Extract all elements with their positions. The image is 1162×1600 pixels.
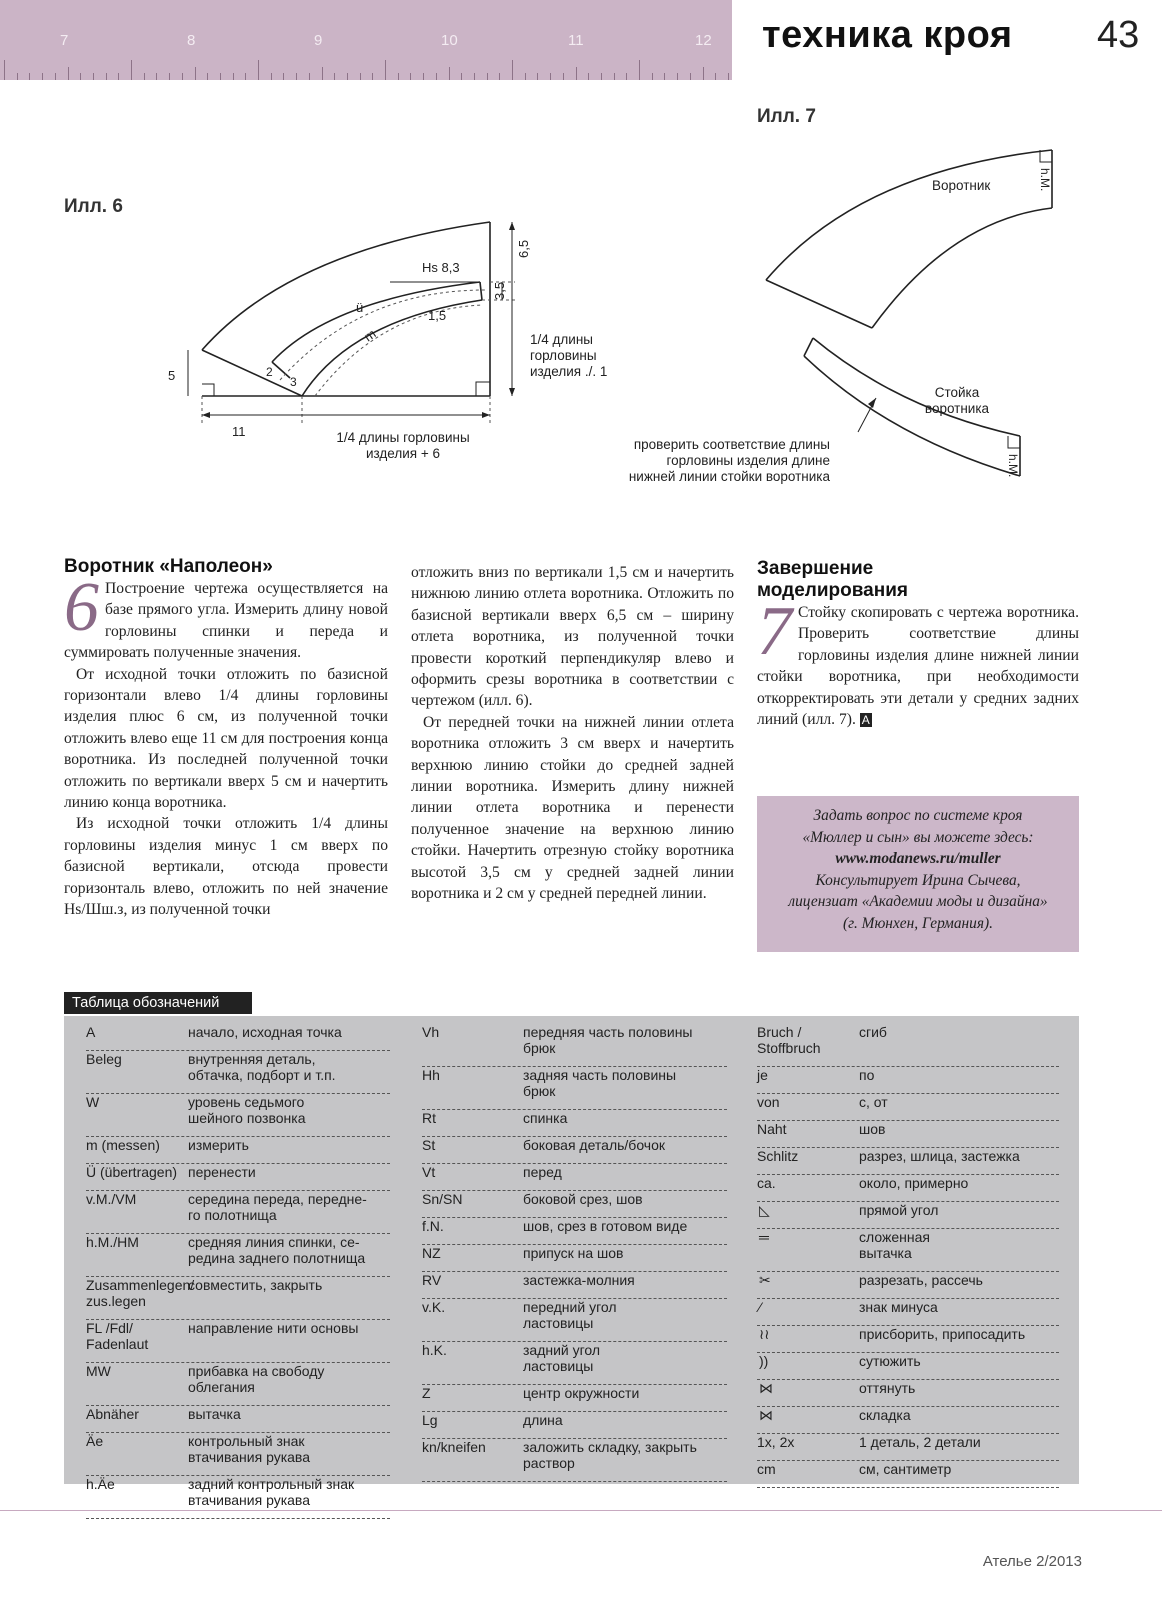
- legend-row: [757, 1461, 1059, 1488]
- legend-row: [757, 1407, 1059, 1434]
- legend-key: FL /Fdl/ Fadenlaut: [86, 1320, 149, 1352]
- legend-value: присборить, припосадить: [859, 1326, 1026, 1342]
- legend-value: спинка: [523, 1110, 568, 1126]
- legend-row: [86, 1320, 390, 1363]
- ruler-tick: [512, 60, 513, 80]
- ruler-tick: [563, 73, 564, 80]
- minus-sign-icon: ⁄: [759, 1299, 762, 1315]
- legend-key: v.M./VM: [86, 1191, 137, 1207]
- legend-key: RV: [422, 1272, 442, 1288]
- legend-row: [422, 1245, 727, 1272]
- ruler-tick: [449, 67, 450, 80]
- infobox-line-1: Задать вопрос по системе кроя: [813, 807, 1023, 824]
- ruler-number: 7: [60, 32, 69, 49]
- legend-value: совместить, закрыть: [188, 1277, 323, 1293]
- legend-key: h.M./HM: [86, 1234, 139, 1250]
- legend-row: [757, 1067, 1059, 1094]
- ruler-tick: [398, 73, 399, 80]
- legend-value: средняя линия спинки, се- редина заднего полотнища: [188, 1234, 366, 1266]
- ruler-tick: [347, 73, 348, 80]
- legend-value: сутюжить: [859, 1353, 921, 1369]
- legend-row: [757, 1353, 1059, 1380]
- legend-value: внутренняя деталь, обтачка, подборт и т.п.: [188, 1051, 336, 1083]
- ruler-tick: [322, 67, 323, 80]
- ruler-tick: [487, 73, 488, 80]
- legend-row: [422, 1439, 727, 1482]
- dim-5: 5: [168, 368, 176, 383]
- dim-quarter-minus1: 1/4 длины горловины изделия ./. 1: [530, 332, 608, 379]
- ruler-tick: [715, 73, 716, 80]
- legend-row: [422, 1191, 727, 1218]
- ruler-tick: [614, 73, 615, 80]
- dim-3: 3: [290, 375, 297, 389]
- ruler-tick: [144, 73, 145, 80]
- legend-value: измерить: [188, 1137, 249, 1153]
- ruler-number: 9: [314, 32, 323, 49]
- ill7-stand-label: Стойка воротника: [924, 385, 990, 416]
- legend-key: NZ: [422, 1245, 441, 1261]
- legend-key: Naht: [757, 1121, 787, 1137]
- ruler-tick: [588, 73, 589, 80]
- ruler-tick: [690, 73, 691, 80]
- legend-key: A: [86, 1024, 96, 1040]
- legend-row: [757, 1175, 1059, 1202]
- ruler-tick: [652, 73, 653, 80]
- step-7-text: Стойку скопировать с чертежа воротника. Проверить соответствие длины горловины изделия длине нижней линии стойки воротника, при необходимости откорректировать эти детали у средних задних линий (илл. 7).: [757, 604, 1079, 729]
- legend-row: [422, 1342, 727, 1385]
- legend-value: складка: [859, 1407, 911, 1423]
- infobox-link[interactable]: www.modanews.ru/muller: [835, 850, 1001, 867]
- legend-key: kn/kneifen: [422, 1439, 486, 1455]
- ruler-tick: [423, 73, 424, 80]
- legend-row: [422, 1412, 727, 1439]
- ruler-tick: [42, 73, 43, 80]
- step-7-dropcap: 7: [757, 593, 792, 670]
- infobox-line-3: Консультирует Ирина Сычева,: [815, 871, 1021, 889]
- dim-11: 11: [232, 424, 246, 439]
- finish-heading: Завершение моделирования: [757, 558, 908, 601]
- legend-value: контрольный знак втачивания рукава: [188, 1433, 310, 1465]
- article-column-2: [411, 562, 734, 905]
- infobox-line-4: лицензиат «Академии моды и дизайна»: [788, 893, 1048, 910]
- ruler-number: 11: [568, 32, 584, 49]
- legend-value: с, от: [859, 1094, 888, 1110]
- legend-row: [86, 1137, 390, 1164]
- header-ruler-band: [0, 0, 732, 80]
- legend-value: разрез, шлица, застежка: [859, 1148, 1020, 1164]
- ruler-tick: [664, 73, 665, 80]
- collar-dashed-line-2: [315, 305, 482, 396]
- legend-value: середина переда, передне- го полотнища: [188, 1191, 367, 1223]
- legend-value: боковой срез, шов: [523, 1191, 643, 1207]
- article-column-1: [64, 556, 388, 921]
- legend-title: Таблица обозначений: [64, 992, 252, 1014]
- legend-row: [86, 1191, 390, 1234]
- legend-row: [86, 1024, 390, 1051]
- legend-value: около, примерно: [859, 1175, 969, 1191]
- ruler-tick: [499, 73, 500, 80]
- legend-key: je: [757, 1067, 768, 1083]
- legend-row: [86, 1433, 390, 1476]
- legend-row: [422, 1272, 727, 1299]
- legend-key: 1x, 2x: [757, 1434, 795, 1450]
- legend-row: [86, 1406, 390, 1433]
- legend-value: прибавка на свободу облегания: [188, 1363, 325, 1395]
- legend-value: прямой угол: [859, 1202, 939, 1218]
- legend-row: [422, 1299, 727, 1342]
- ruler-tick: [258, 60, 259, 80]
- dim-hs: Hs 8,3: [422, 260, 460, 275]
- ruler-tick: [639, 60, 640, 80]
- page-number: 43: [1097, 14, 1140, 56]
- collar-dashed-line: [280, 290, 485, 380]
- legend-row: [86, 1476, 390, 1519]
- legend-row: [422, 1164, 727, 1191]
- legend-key: MW: [86, 1363, 111, 1379]
- legend-row: [86, 1164, 390, 1191]
- pleat-icon: ⋈: [759, 1407, 773, 1423]
- ruler-tick: [309, 73, 310, 80]
- legend-key: Schlitz: [757, 1148, 799, 1164]
- ruler-tick: [29, 73, 30, 80]
- legend-value: передний угол ластовицы: [523, 1299, 617, 1331]
- legend-key: St: [422, 1137, 436, 1153]
- ruler-tick: [118, 73, 119, 80]
- legend-row: [422, 1218, 727, 1245]
- ruler-tick: [106, 73, 107, 80]
- ruler-tick: [271, 73, 272, 80]
- ruler-tick: [68, 67, 69, 80]
- legend-value: направление нити основы: [188, 1320, 359, 1336]
- legend-row: [757, 1148, 1059, 1175]
- ruler-tick: [626, 73, 627, 80]
- legend-key: h.K.: [422, 1342, 447, 1358]
- ruler-tick: [283, 73, 284, 80]
- dim-u: ü: [356, 300, 364, 315]
- ruler-tick: [360, 73, 361, 80]
- paragraph-3: Из исходной точки отложить 1/4 длины горловины изделия минус 1 см вверх по базисной вертикали, отсюда провести горизонталь влево, отложить по ней значение Hs/Шш.з, из полученной точки: [64, 815, 388, 919]
- step-6-text: Построение чертежа осуществляется на базе прямого угла. Измерить длину новой горловины спинки и переда и суммировать полученные значения.: [64, 580, 388, 662]
- ill7-collar-label: Воротник: [932, 178, 991, 193]
- ruler-tick: [703, 67, 704, 80]
- ruler-tick: [245, 73, 246, 80]
- legend-value: центр окружности: [523, 1385, 640, 1401]
- section-title: техника кроя: [762, 14, 1013, 56]
- legend-row: [757, 1094, 1059, 1121]
- legend-row: [757, 1272, 1059, 1299]
- collar-stand-upper: [272, 282, 480, 362]
- legend-column-1: [86, 1024, 390, 1519]
- legend-row: [757, 1229, 1059, 1272]
- ruler-tick: [334, 73, 335, 80]
- folded-dart-icon: ═: [759, 1229, 769, 1245]
- bottom-divider: [0, 1510, 1162, 1511]
- legend-key: Rt: [422, 1110, 436, 1126]
- collar-stand-lower: [302, 300, 482, 396]
- legend-row: [422, 1024, 727, 1067]
- legend-column-3: [757, 1024, 1059, 1488]
- legend-value: сложенная вытачка: [859, 1229, 930, 1261]
- legend-value: застежка-молния: [523, 1272, 635, 1288]
- legend-value: заложить складку, закрыть раствор: [523, 1439, 697, 1471]
- legend-key: W: [86, 1094, 100, 1110]
- legend-row: [86, 1094, 390, 1137]
- ruler-number: 12: [695, 32, 712, 49]
- ruler-tick: [195, 67, 196, 80]
- legend-key: Zusammenlegen/ zus.legen: [86, 1277, 195, 1309]
- legend-row: [757, 1121, 1059, 1148]
- ruler-tick: [436, 73, 437, 80]
- legend-value: перенести: [188, 1164, 256, 1180]
- legend-value: начало, исходная точка: [188, 1024, 342, 1040]
- legend-value: боковая деталь/бочок: [523, 1137, 665, 1153]
- legend-value: перед: [523, 1164, 562, 1180]
- cut-icon: ✂: [759, 1272, 771, 1288]
- legend-value: длина: [523, 1412, 563, 1428]
- step-6-dropcap: 6: [64, 569, 99, 646]
- dim-2: 2: [266, 365, 273, 379]
- ruler-tick: [525, 73, 526, 80]
- legend-row: [757, 1326, 1059, 1353]
- infobox-line-2: «Мюллер и сын» вы можете здесь:: [802, 828, 1034, 846]
- legend-key: m (messen): [86, 1137, 160, 1153]
- ill6-label: Илл. 6: [64, 196, 123, 217]
- napoleon-heading: Воротник «Наполеон»: [64, 556, 273, 577]
- legend-key: Vh: [422, 1024, 440, 1040]
- legend-value: см, сантиметр: [859, 1461, 952, 1477]
- ruler-tick: [550, 73, 551, 80]
- ruler-tick: [233, 73, 234, 80]
- paragraph-5: От передней точки на нижней линии отлета воротника отложить 3 см вверх и начертить верхнюю линию стойки до средней задней линии воротника. Измерить длину нижней линии отлета воротника и перенести полученное значение на верхнюю линию стойки. Начертить отрезную стойку воротника высотой 3,5 см у средней задней линии воротника и 2 см у средней передней линии.: [411, 713, 734, 903]
- legend-value: сгиб: [859, 1024, 887, 1040]
- ruler-tick: [4, 60, 5, 80]
- end-mark-icon: А: [861, 713, 870, 728]
- ruler-tick: [410, 73, 411, 80]
- legend-key: Hh: [422, 1067, 440, 1083]
- legend-key: Ü (übertragen): [86, 1164, 178, 1180]
- legend-value: по: [859, 1067, 875, 1083]
- legend-key: Abnäher: [86, 1406, 139, 1422]
- legend-value: задний контрольный знак втачивания рукава: [188, 1476, 355, 1508]
- legend-key: ca.: [757, 1175, 776, 1191]
- legend-value: шов: [859, 1121, 886, 1137]
- ruler-tick: [296, 73, 297, 80]
- legend-key: Vt: [422, 1164, 436, 1180]
- legend-value: задний угол ластовицы: [523, 1342, 601, 1374]
- legend-row: [422, 1110, 727, 1137]
- ruler-tick: [601, 73, 602, 80]
- ruler-tick: [55, 73, 56, 80]
- legend-value: разрезать, рассечь: [859, 1272, 983, 1288]
- ill7-hm-collar: h.M.: [1038, 168, 1052, 192]
- paragraph-4: отложить вниз по вертикали 1,5 см и начертить нижнюю линию отлета воротника. Отложить по базисной вертикали вверх 6,5 см – ширину отлета воротника, из полученной точки провести короткий перпендикуляр влево и оформить срезы воротника в соответствии с чертежом (илл. 6).: [411, 564, 734, 710]
- ruler-tick: [17, 73, 18, 80]
- legend-row: [86, 1051, 390, 1094]
- legend-value: передняя часть половины брюк: [523, 1024, 693, 1056]
- ruler-tick: [677, 73, 678, 80]
- ruler-tick: [131, 60, 132, 80]
- legend-row: [422, 1067, 727, 1110]
- legend-key: von: [757, 1094, 780, 1110]
- legend-value: шов, срез в готовом виде: [523, 1218, 688, 1234]
- dim-m: m: [361, 325, 379, 345]
- infobox-line-5: (г. Мюнхен, Германия).: [843, 914, 993, 932]
- legend-key: cm: [757, 1461, 776, 1477]
- dim-1-5: 1,5: [428, 308, 447, 323]
- ruler-tick: [207, 73, 208, 80]
- legend-row: [86, 1363, 390, 1406]
- ruler-tick: [461, 73, 462, 80]
- dim-3-5: 3,5: [492, 281, 507, 300]
- legend-row: [86, 1277, 390, 1320]
- legend-key: Beleg: [86, 1051, 122, 1067]
- ill7-check-note: проверить соответствие длины горловины изделия длине нижней линии стойки воротника: [628, 437, 830, 484]
- ruler-tick: [372, 73, 373, 80]
- legend-key: v.K.: [422, 1299, 446, 1315]
- ruler-tick: [220, 73, 221, 80]
- legend-value: припуск на шов: [523, 1245, 624, 1261]
- legend-key: Bruch / Stoffbruch: [757, 1024, 821, 1056]
- ill7-label: Илл. 7: [757, 106, 816, 127]
- legend-row: [757, 1202, 1059, 1229]
- right-angle-icon: ◺: [759, 1202, 770, 1218]
- legend-row: [86, 1234, 390, 1277]
- ruler-number: 8: [187, 32, 196, 49]
- legend-key: Lg: [422, 1412, 438, 1428]
- legend-value: оттянуть: [859, 1380, 916, 1396]
- legend-key: Z: [422, 1385, 431, 1401]
- ruler-tick: [156, 73, 157, 80]
- legend-row: [422, 1385, 727, 1412]
- ruler-tick: [537, 73, 538, 80]
- ruler-tick: [169, 73, 170, 80]
- legend-key: h.Äe: [86, 1476, 115, 1492]
- ruler-number: 10: [441, 32, 458, 49]
- legend-value: вытачка: [188, 1406, 241, 1422]
- ruler-tick: [385, 60, 386, 80]
- ruler-tick: [93, 73, 94, 80]
- legend-row: [757, 1299, 1059, 1326]
- article-column-3: [757, 558, 1079, 730]
- legend-key: f.N.: [422, 1218, 444, 1234]
- legend-row: [422, 1137, 727, 1164]
- gather-icon: ≀≀: [759, 1326, 770, 1342]
- ill7-hm-stand: h.M.: [1006, 454, 1020, 478]
- legend-value: 1 деталь, 2 детали: [859, 1434, 981, 1450]
- legend-key: Äe: [86, 1433, 104, 1449]
- legend-row: [757, 1024, 1059, 1067]
- consultation-infobox: [757, 796, 1079, 952]
- legend-key: Sn/SN: [422, 1191, 463, 1207]
- legend-value: задняя часть половины брюк: [523, 1067, 677, 1099]
- legend-column-2: [422, 1024, 727, 1482]
- ruler-tick: [576, 67, 577, 80]
- legend-table: [64, 1016, 1079, 1508]
- shrink-icon: )): [759, 1353, 769, 1369]
- dim-quarter-plus6: 1/4 длины горловины изделия + 6: [336, 430, 470, 461]
- ruler-tick: [182, 73, 183, 80]
- ruler-tick: [728, 73, 729, 80]
- ruler-tick: [474, 73, 475, 80]
- dim-6-5: 6,5: [516, 239, 531, 258]
- legend-value: уровень седьмого шейного позвонка: [188, 1094, 306, 1126]
- paragraph-2: От исходной точки отложить по базисной горизонтали влево 1/4 длины горловины изделия плюс 6 см, из полученной точки отложить влево еще 11 см для построения конца воротника. Из последней полученной точки отложить по вертикали вверх 5 см и начертить линию конца воротника.: [64, 665, 388, 812]
- stretch-icon: ⋈: [759, 1380, 773, 1396]
- footer-issue: Ателье 2/2013: [982, 1553, 1082, 1570]
- legend-row: [757, 1434, 1059, 1461]
- ruler-tick: [80, 73, 81, 80]
- legend-value: знак минуса: [859, 1299, 938, 1315]
- legend-row: [757, 1380, 1059, 1407]
